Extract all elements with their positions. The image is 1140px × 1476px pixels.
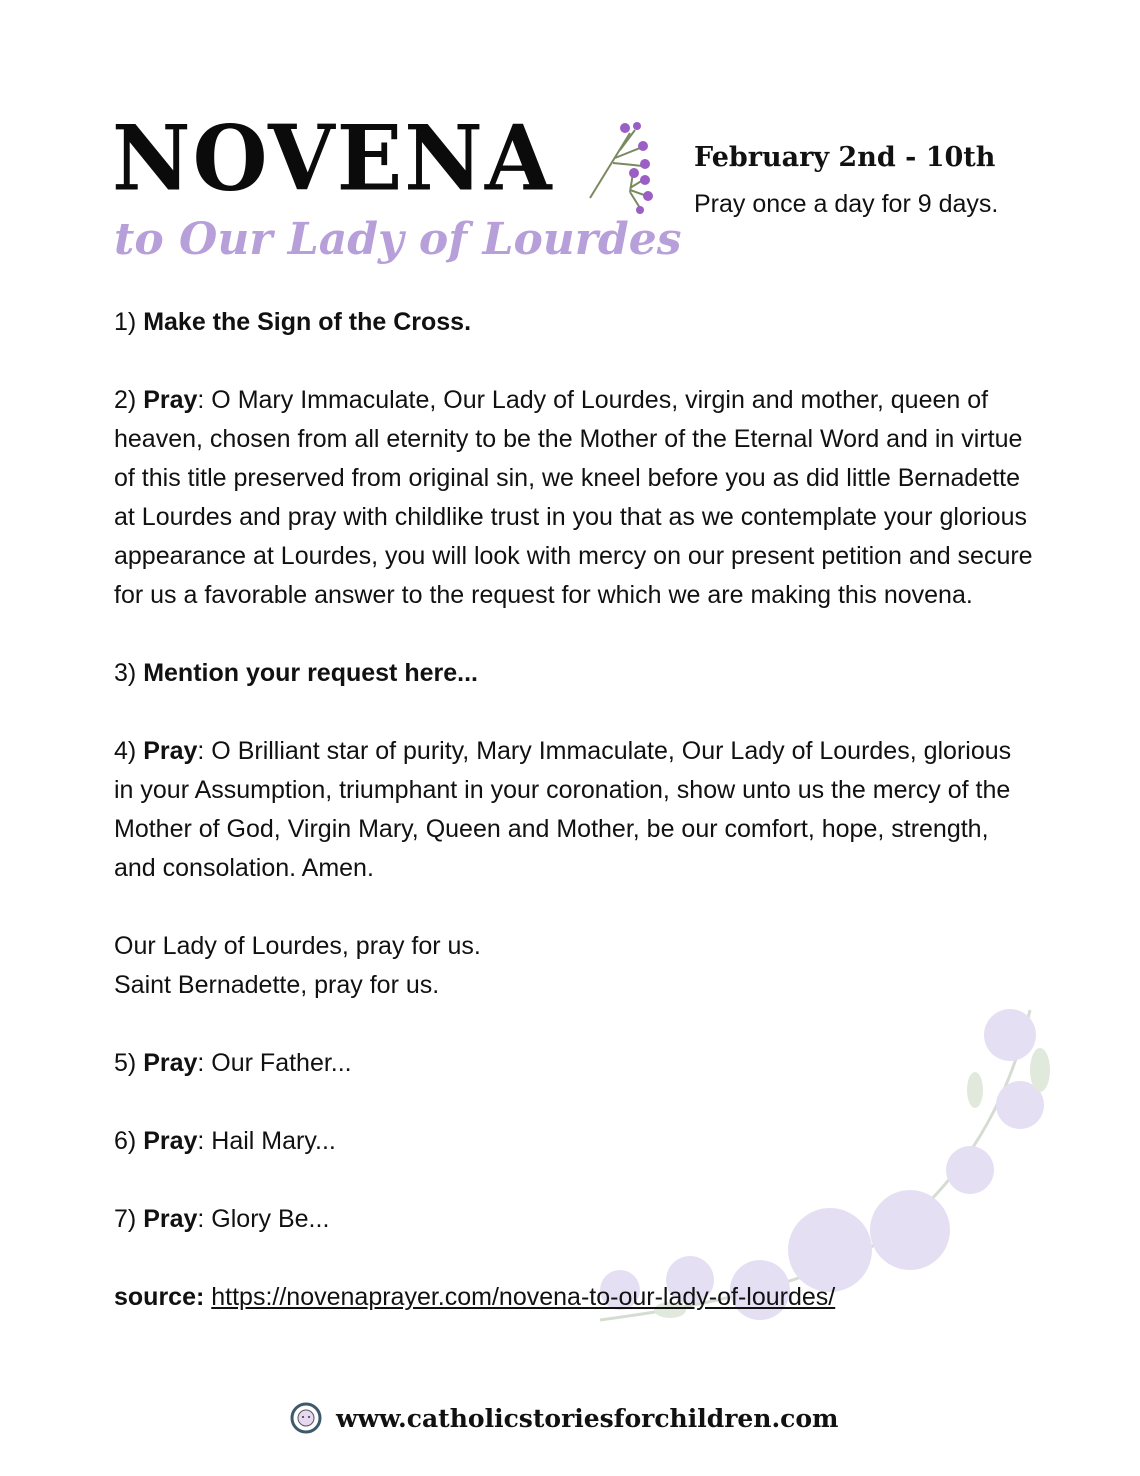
step-2: 2) Pray: O Mary Immaculate, Our Lady of Lourdes, virgin and mother, queen of heaven, chosen from all eternity to be the Mother of the Eternal Word and in virtue of this title preserved from original sin, we kneel before you as did little Bernadette at Lourdes and pray with childlike trust in you that as we contemplate your glorious appearance at Lourdes, you will look with mercy on our present petition and secure for us a favorable answer to the request for which we are making this novena. <box>114 386 1033 609</box>
invocation-1: Our Lady of Lourdes, pray for us. <box>114 932 481 960</box>
page-title: NOVENA <box>112 105 554 212</box>
step-6: 6) Pray: Hail Mary... <box>114 1127 336 1155</box>
website-link[interactable]: www.catholicstoriesforchildren.com <box>336 1403 839 1433</box>
step-5: 5) Pray: Our Father... <box>114 1049 352 1077</box>
novena-body <box>114 303 1034 1356</box>
page-subtitle: to Our Lady of Lourdes <box>114 214 682 265</box>
step-1: 1) Make the Sign of the Cross. <box>114 308 472 336</box>
step-3: 3) Mention your request here... <box>114 659 478 687</box>
source-label: source: <box>114 1283 205 1311</box>
novena-dates: February 2nd - 10th <box>694 142 996 173</box>
flower-sprig-icon <box>585 118 660 218</box>
novena-frequency: Pray once a day for 9 days. <box>694 190 999 218</box>
logo-icon <box>290 1402 322 1434</box>
footer <box>290 1402 839 1434</box>
source-line <box>114 1278 1034 1317</box>
source-link[interactable]: https://novenaprayer.com/novena-to-our-lady-of-lourdes/ <box>211 1283 836 1311</box>
step-7: 7) Pray: Glory Be... <box>114 1205 330 1233</box>
step-4: 4) Pray: O Brilliant star of purity, Mary Immaculate, Our Lady of Lourdes, glorious in your Assumption, triumphant in your coronation, show unto us the mercy of the Mother of God, Virgin Mary, Queen and Mother, be our comfort, hope, strength, and consolation. Amen. <box>114 737 1012 882</box>
invocation-2: Saint Bernadette, pray for us. <box>114 971 440 999</box>
